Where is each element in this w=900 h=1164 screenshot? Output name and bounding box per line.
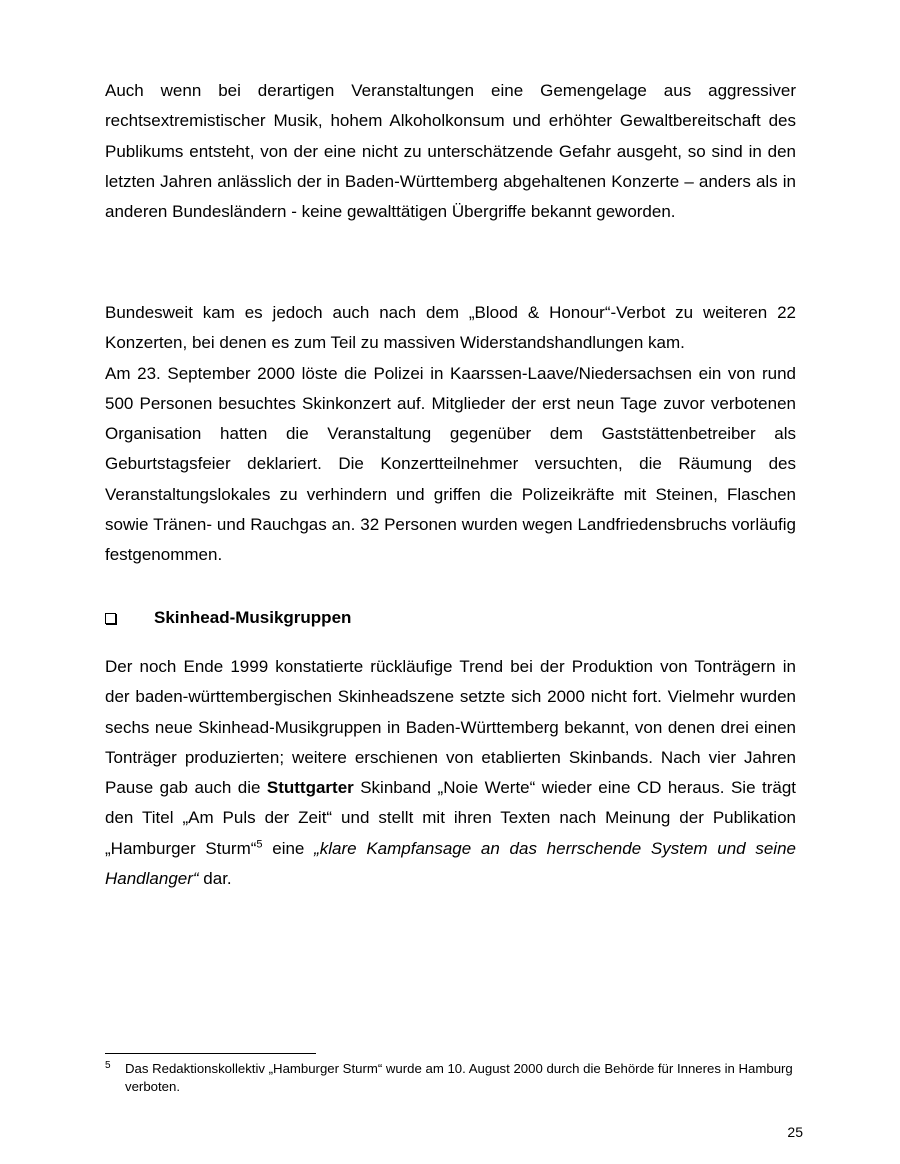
footnote-reference[interactable]: 5 <box>256 838 263 851</box>
footnote-number: 5 <box>105 1060 111 1071</box>
footnote-divider <box>105 1053 316 1054</box>
paragraph-music-groups <box>105 652 796 894</box>
section-heading <box>105 603 351 633</box>
italic-quote: „klare Kampfansage an das herrschende System und seine Handlanger“ <box>105 838 796 889</box>
section-heading-text: Skinhead-Musikgruppen <box>154 608 352 627</box>
footnote-text: Das Redaktionskollektiv „Hamburger Sturm“ wurde am 10. August 2000 durch die Behörde für Inneres in Hamburg verboten. <box>125 1061 793 1094</box>
paragraph-music-groups-part3: eine <box>262 838 315 858</box>
footnote <box>105 1060 805 1096</box>
paragraph-music-groups-part4: dar. <box>198 869 232 889</box>
paragraph-blood-honour-concerts <box>105 298 796 571</box>
paragraph-music-groups-part1: Der noch Ende 1999 konstatierte rückläufige Trend bei der Produktion von Tonträgern in der baden-württembergischen Skinheadszene setzte sich 2000 nicht fort. Vielmehr wurden sechs neue Skinhead-Musikgruppen in Baden-Württemberg bekannt, von denen drei einen Tonträger produzierten; weitere erschienen von etablierten Skinbands. Nach vier Jahren Pause gab auch die <box>105 657 796 798</box>
paragraph-music-groups-part2: Skinband „Noie Werte“ wieder eine CD heraus. Sie trägt den Titel „Am Puls der Zeit“ und stellt mit ihren Texten nach Meinung der Publikation „Hamburger Sturm“ <box>105 778 796 858</box>
checkbox-icon <box>105 613 116 624</box>
paragraph-concert-violence: Auch wenn bei derartigen Veranstaltungen eine Gemengelage aus aggressiver rechtsextremistischer Musik, hohem Alkoholkonsum und erhöhter Gewaltbereitschaft des Publikums entsteht, von der eine nicht zu unterschätzende Gefahr ausgeht, so sind in den letzten Jahren anlässlich der in Baden-Württemberg abgehaltenen Konzerte – anders als in anderen Bundesländern - keine gewalttätigen Übergriffe bekannt geworden. <box>105 81 796 222</box>
page-number: 25 <box>787 1124 803 1140</box>
paragraph-nationwide-concerts: Bundesweit kam es jedoch auch nach dem „Blood & Honour“-Verbot zu weiteren 22 Konzerten, bei denen es zum Teil zu massiven Widerstandshandlungen kam. <box>105 303 796 353</box>
paragraph-kaarssen-laave: Am 23. September 2000 löste die Polizei in Kaarssen-Laave/Niedersachsen ein von rund 500 Personen besuchtes Skinkonzert auf. Mitglieder der erst neun Tage zuvor verbotenen Organisation hatten die Veranstaltung gegenüber dem Gaststättenbetreiber als Geburtstagsfeier deklariert. Die Konzertteilnehmer versuchten, die Räumung des Veranstaltungslokales zu verhindern und griffen die Polizeikräfte mit Steinen, Flaschen sowie Tränen- und Rauchgas an. 32 Personen wurden wegen Landfriedensbruchs vorläufig festgenommen. <box>105 363 796 565</box>
bold-stuttgarter: Stuttgarter <box>266 778 354 798</box>
